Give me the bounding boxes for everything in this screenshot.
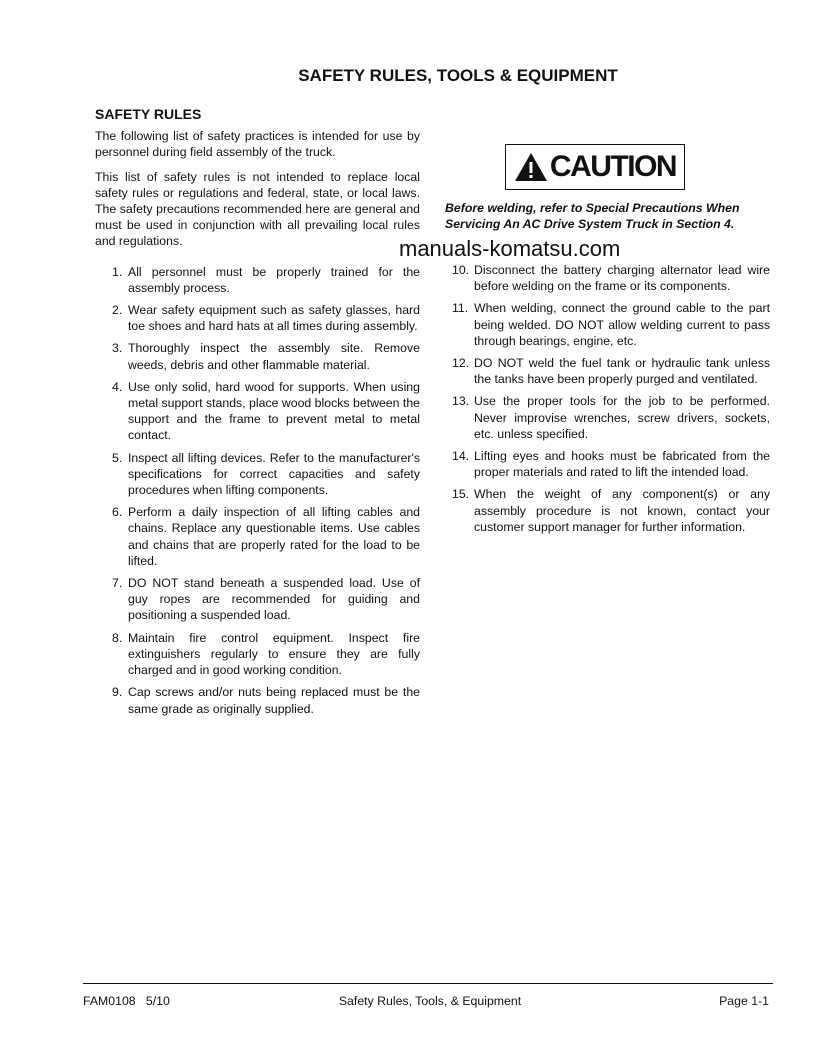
- list-item: [445, 262, 770, 294]
- item-text: Thoroughly inspect the assembly site. Remove weeds, debris and other flammable material.: [128, 341, 420, 372]
- item-number: 2.: [112, 303, 123, 318]
- list-item: [95, 630, 420, 679]
- item-text: Wear safety equipment such as safety glasses, hard toe shoes and hard hats at all times during assembly.: [128, 303, 420, 334]
- item-text: Use only solid, hard wood for supports. When using metal support stands, place wood blocks between the support and the frame to prevent metal to metal contact.: [128, 379, 420, 443]
- item-text: Perform a daily inspection of all lifting cables and chains. Replace any questionable items. Use cables and chains that are properly rated for the load to be lifted.: [128, 505, 420, 568]
- list-item: [445, 355, 770, 387]
- page-title: SAFETY RULES, TOOLS & EQUIPMENT: [298, 66, 618, 85]
- footer-doc-id: FAM0108 5/10: [83, 994, 170, 1008]
- list-item: [95, 684, 420, 716]
- item-number: 6.: [112, 505, 123, 520]
- section-heading: SAFETY RULES: [95, 106, 202, 122]
- safety-rules-list-left: [95, 264, 420, 717]
- item-number: 13.: [452, 394, 470, 409]
- item-number: 4.: [112, 379, 123, 394]
- caution-note: Before welding, refer to Special Precautions When Servicing An AC Drive System Truck in Section 4.: [445, 201, 740, 231]
- item-number: 5.: [112, 450, 123, 465]
- item-number: 9.: [112, 685, 123, 700]
- item-number: 3.: [112, 341, 123, 356]
- list-item: [95, 575, 420, 624]
- list-item: [95, 450, 420, 499]
- footer-section-title: Safety Rules, Tools, & Equipment: [338, 994, 522, 1008]
- item-text: Disconnect the battery charging alternator lead wire before welding on the frame or its components.: [474, 263, 770, 294]
- item-text: Use the proper tools for the job to be performed. Never improvise wrenches, screw drivers, sockets, etc. unless specified.: [474, 394, 770, 441]
- caution-label: CAUTION: [549, 150, 677, 183]
- item-text: Lifting eyes and hooks must be fabricated from the proper materials and rated to lift the intended load.: [474, 449, 770, 480]
- list-item: [95, 504, 420, 569]
- list-item: [445, 448, 770, 480]
- list-item: [445, 393, 770, 442]
- item-number: 8.: [112, 630, 123, 645]
- item-number: 7.: [112, 576, 123, 591]
- list-item: [445, 486, 770, 535]
- list-item: [95, 379, 420, 444]
- item-text: All personnel must be properly trained for the assembly process.: [128, 264, 420, 295]
- watermark: manuals-komatsu.com: [399, 236, 621, 261]
- list-item: [445, 300, 770, 349]
- item-number: 12.: [452, 356, 470, 371]
- warning-triangle-icon: [514, 152, 548, 182]
- item-number: 1.: [112, 264, 123, 279]
- item-text: Cap screws and/or nuts being replaced must be the same grade as originally supplied.: [128, 685, 420, 716]
- safety-rules-list-right: [445, 262, 770, 535]
- list-item: [95, 302, 420, 334]
- item-number: 15.: [452, 487, 470, 502]
- item-text: DO NOT weld the fuel tank or hydraulic tank unless the tanks have been properly purged and ventilated.: [474, 356, 770, 387]
- caution-box: [505, 144, 685, 190]
- left-column: [95, 106, 420, 723]
- item-number: 10.: [452, 263, 470, 277]
- footer-page-number: Page 1-1: [719, 994, 769, 1008]
- item-number: 14.: [452, 449, 470, 464]
- item-number: 11.: [452, 301, 469, 316]
- list-item: [95, 264, 420, 296]
- item-text: Inspect all lifting devices. Refer to the manufacturer's specifications for correct capacities and safety procedures when lifting components.: [128, 450, 420, 498]
- intro-paragraph: The following list of safety practices is intended for use by personnel during field assembly of the truck.: [95, 129, 420, 160]
- right-column: [445, 262, 770, 541]
- disclaimer-paragraph: This list of safety rules is not intended to replace local safety rules or regulations and federal, state, or local laws. The safety precautions recommended here are general and must be used in conjunction with all prevailing local rules and regulations.: [95, 169, 420, 249]
- item-text: DO NOT stand beneath a suspended load. Use of guy ropes are recommended for guiding and positioning a suspended load.: [128, 576, 420, 623]
- footer-divider: [83, 983, 773, 984]
- list-item: [95, 340, 420, 372]
- item-text: When welding, connect the ground cable to the part being welded. DO NOT allow welding current to pass through bearings, engine, etc.: [474, 301, 770, 348]
- item-text: When the weight of any component(s) or any assembly procedure is not known, contact your customer support manager for further information.: [474, 487, 770, 534]
- item-text: Maintain fire control equipment. Inspect fire extinguishers regularly to ensure they are fully charged and in good working condition.: [128, 630, 420, 678]
